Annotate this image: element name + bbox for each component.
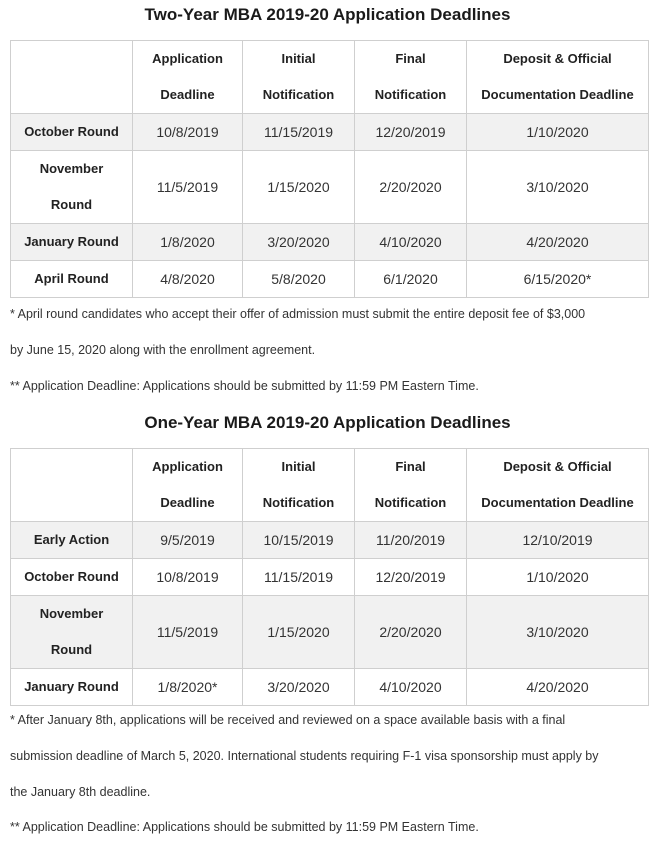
round-label: Early Action xyxy=(11,522,133,559)
table-cell: 1/10/2020 xyxy=(467,559,649,596)
table-cell: 4/20/2020 xyxy=(467,669,649,706)
table-cell: 4/8/2020 xyxy=(133,261,243,298)
table-cell: 11/5/2019 xyxy=(133,596,243,669)
footnote-space-available: * After January 8th, applications will be received and reviewed on a space available basis with a final submission deadline of March 5, 2020. International students requiring F-1 visa sponsorship must apply by the January 8th deadline. xyxy=(10,713,599,799)
table-row xyxy=(11,224,649,261)
table-cell: 11/15/2019 xyxy=(243,114,355,151)
round-label: January Round xyxy=(11,669,133,706)
header-corner-cell xyxy=(11,449,133,522)
table-cell: 4/20/2020 xyxy=(467,224,649,261)
table-cell: 1/8/2020 xyxy=(133,224,243,261)
two-year-deadlines-table xyxy=(10,40,649,298)
table-cell: 4/10/2020 xyxy=(355,669,467,706)
table-cell: 9/5/2019 xyxy=(133,522,243,559)
header-deposit-documentation: Deposit & Official Documentation Deadline xyxy=(467,449,649,522)
table-cell: 12/20/2019 xyxy=(355,559,467,596)
table-cell: 2/20/2020 xyxy=(355,151,467,224)
table-cell: 12/20/2019 xyxy=(355,114,467,151)
table-cell: 3/10/2020 xyxy=(467,151,649,224)
table-cell: 3/20/2020 xyxy=(243,669,355,706)
header-corner-cell xyxy=(11,41,133,114)
table-cell: 1/15/2020 xyxy=(243,596,355,669)
table-cell: 3/20/2020 xyxy=(243,224,355,261)
table-row xyxy=(11,669,649,706)
footnote-deadline-time: ** Application Deadline: Applications should be submitted by 11:59 PM Eastern Time. xyxy=(10,820,479,834)
table-cell: 3/10/2020 xyxy=(467,596,649,669)
one-year-deadlines-table xyxy=(10,448,649,706)
table-header-row xyxy=(11,449,649,522)
table-cell: 2/20/2020 xyxy=(355,596,467,669)
table-cell: 10/15/2019 xyxy=(243,522,355,559)
table-cell: 1/15/2020 xyxy=(243,151,355,224)
header-final-notification: Final Notification xyxy=(355,41,467,114)
table-cell: 6/15/2020* xyxy=(467,261,649,298)
table-cell: 1/8/2020* xyxy=(133,669,243,706)
header-initial-notification: Initial Notification xyxy=(243,41,355,114)
table-cell: 10/8/2019 xyxy=(133,114,243,151)
table-row xyxy=(11,596,649,669)
table-cell: 12/10/2019 xyxy=(467,522,649,559)
table-row xyxy=(11,261,649,298)
round-label: October Round xyxy=(11,114,133,151)
header-deposit-documentation: Deposit & Official Documentation Deadline xyxy=(467,41,649,114)
header-application-deadline: Application Deadline xyxy=(133,41,243,114)
header-final-notification: Final Notification xyxy=(355,449,467,522)
table-cell: 6/1/2020 xyxy=(355,261,467,298)
two-year-title: Two-Year MBA 2019-20 Application Deadlines xyxy=(144,5,511,24)
table-row xyxy=(11,559,649,596)
table-row xyxy=(11,522,649,559)
header-application-deadline: Application Deadline xyxy=(133,449,243,522)
table-cell: 5/8/2020 xyxy=(243,261,355,298)
round-label: April Round xyxy=(11,261,133,298)
round-label: October Round xyxy=(11,559,133,596)
table-row xyxy=(11,114,649,151)
footnote-deposit: * April round candidates who accept their offer of admission must submit the entire deposit fee of $3,000 by June 15, 2020 along with the enrollment agreement. xyxy=(10,307,586,357)
one-year-title: One-Year MBA 2019-20 Application Deadlines xyxy=(144,413,511,432)
footnote-deadline-time: ** Application Deadline: Applications should be submitted by 11:59 PM Eastern Time. xyxy=(10,379,479,393)
table-cell: 11/20/2019 xyxy=(355,522,467,559)
table-cell: 11/5/2019 xyxy=(133,151,243,224)
table-header-row xyxy=(11,41,649,114)
round-label: November Round xyxy=(11,596,133,669)
round-label: January Round xyxy=(11,224,133,261)
table-cell: 11/15/2019 xyxy=(243,559,355,596)
table-row xyxy=(11,151,649,224)
round-label: November Round xyxy=(11,151,133,224)
header-initial-notification: Initial Notification xyxy=(243,449,355,522)
table-cell: 10/8/2019 xyxy=(133,559,243,596)
table-cell: 1/10/2020 xyxy=(467,114,649,151)
table-cell: 4/10/2020 xyxy=(355,224,467,261)
